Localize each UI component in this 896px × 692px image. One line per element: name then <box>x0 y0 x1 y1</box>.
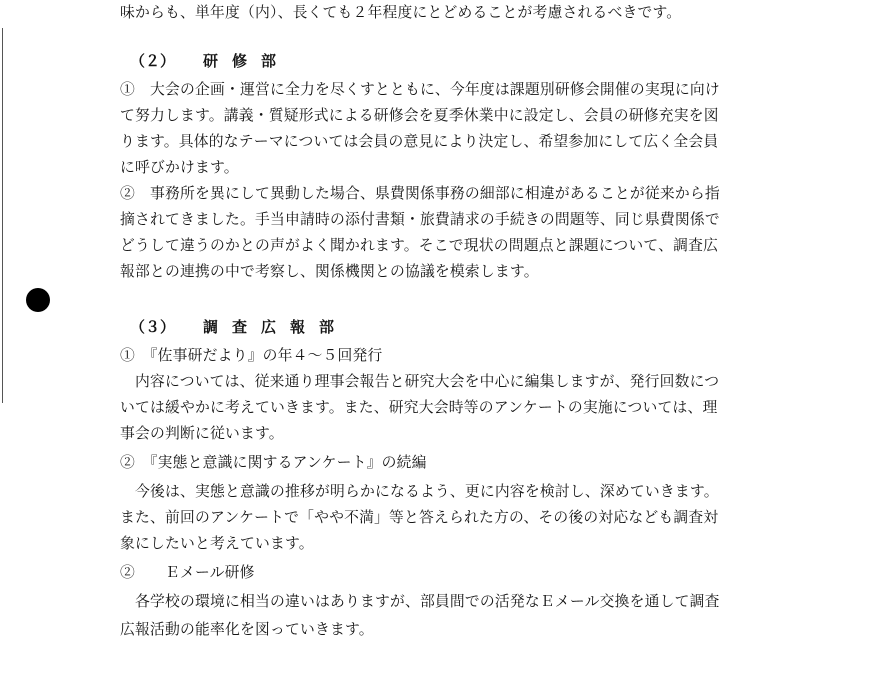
intro-text-line: 味からも、単年度（内）、長くても２年程度にとどめることが考慮されるべきです。 <box>120 4 682 21</box>
section-2-line: 摘されてきました。手当申請時の添付書類・旅費請求の手続きの問題等、同じ県費関係で <box>120 211 720 228</box>
section-3-line: 今後は、実態と意識の推移が明らかになるよう、更に内容を検討し、深めていきます。 <box>120 483 719 500</box>
section-3-number: （３） <box>130 318 176 336</box>
section-2-number: （２） <box>130 52 176 70</box>
section-3-line: 広報活動の能率化を図っていきます。 <box>120 621 374 638</box>
section-2-line: に呼びかけます。 <box>120 159 239 176</box>
page-margin-rule <box>2 28 3 403</box>
section-2-line: て努力します。講義・質疑形式による研修会を夏季休業中に設定し、会員の研修充実を図 <box>120 107 719 124</box>
section-3-line: また、前回のアンケートで「やや不満」等と答えられた方の、その後の対応なども調査対 <box>120 509 719 526</box>
section-3-line: いては緩やかに考えていきます。また、研究大会時等のアンケートの実施については、理 <box>120 399 718 416</box>
section-3-line: 象にしたいと考えています。 <box>120 535 314 552</box>
section-3-line: ② Ｅメール研修 <box>120 564 255 581</box>
section-2-heading <box>130 49 290 73</box>
section-2-line: どうして違うのかとの声がよく聞かれます。そこで現状の問題点と課題について、調査広 <box>120 237 719 254</box>
section-3-line: ① 『佐事研だより』の年４～５回発行 <box>120 347 383 364</box>
section-2-line: ① 大会の企画・運営に全力を尽くすとともに、今年度は課題別研修会開催の実現に向け <box>120 81 720 98</box>
section-2-title: 研修部 <box>203 52 291 70</box>
section-3-line: ② 『実態と意識に関するアンケート』の続編 <box>120 454 427 471</box>
section-3-heading <box>130 315 348 339</box>
section-2-line: ります。具体的なテーマについては会員の意見により決定し、希望参加にして広く全会員 <box>120 133 719 150</box>
section-3-line: 事会の判断に従います。 <box>120 425 284 442</box>
section-3-line: 各学校の環境に相当の違いはありますが、部員間での活発なＥメール交換を通して調査 <box>120 593 720 610</box>
section-3-line: 内容については、従来通り理事会報告と研究大会を中心に編集しますが、発行回数につ <box>120 373 720 390</box>
binder-punch-hole <box>26 288 50 312</box>
section-2-line: ② 事務所を異にして異動した場合、県費関係事務の細部に相違があることが従来から指 <box>120 185 720 202</box>
section-3-title: 調査広報部 <box>203 318 349 336</box>
section-2-line: 報部との連携の中で考察し、関係機関との協議を模索します。 <box>120 263 539 280</box>
